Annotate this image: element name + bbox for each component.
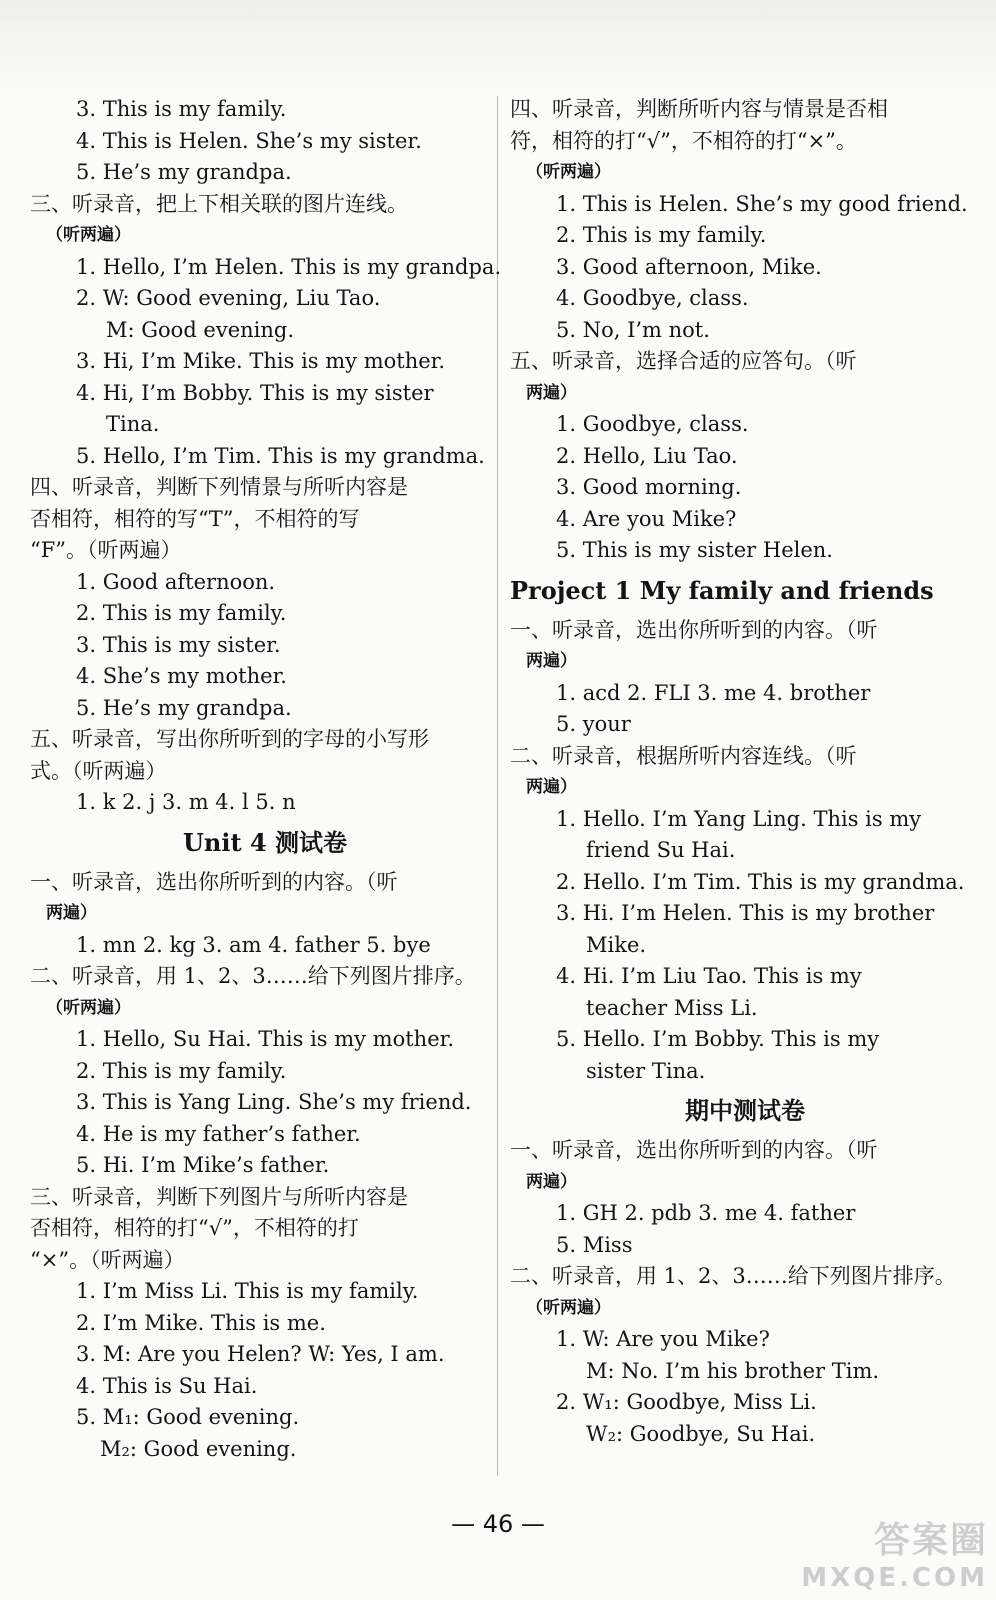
answer-item-continuation: sister Tina.	[586, 1058, 706, 1083]
answer-item-continuation: teacher Miss Li.	[586, 995, 758, 1020]
answer-item: 1. k 2. j 3. m 4. l 5. n	[76, 790, 296, 814]
answer-item: 5. Hello. I’m Bobby. This is my	[556, 1027, 880, 1051]
answer-item: 4. Goodbye, class.	[556, 286, 749, 310]
test-title: Unit 4 测试卷	[183, 827, 347, 857]
section-heading: 四、听录音，判断下列情景与所听内容是	[30, 475, 408, 499]
answer-item: 1. mn 2. kg 3. am 4. father 5. bye	[76, 932, 431, 957]
answer-item: 5. your	[556, 712, 631, 736]
answer-item: 1. Good afternoon.	[76, 569, 276, 594]
watermark-logo	[788, 1512, 988, 1592]
section-heading: “F”。（听两遍）	[30, 538, 182, 562]
answer-item: 4. This is Su Hai.	[76, 1373, 258, 1398]
watermark-top: 答案圈	[873, 1520, 988, 1561]
section-note: （听两遍）	[526, 1297, 611, 1318]
answer-item: 2. I’m Mike. This is me.	[76, 1310, 326, 1335]
section-heading: 符，相符的打“√”，不相符的打“×”。	[510, 128, 857, 153]
scan-shading	[0, 0, 996, 90]
section-heading: 二、听录音，用 1、2、3……给下列图片排序。	[510, 1264, 956, 1288]
section-heading: 一、听录音，选出你所听到的内容。（听	[510, 617, 878, 642]
section-heading: 一、听录音，选出你所听到的内容。（听	[30, 869, 398, 894]
answer-item: 4. Hi. I’m Liu Tao. This is my	[556, 964, 862, 988]
answer-item: 3. This is my family.	[76, 97, 287, 121]
answer-item: 1. This is Helen. She’s my good friend.	[556, 191, 968, 216]
section-heading: 否相符，相符的写“T”，不相符的写	[30, 506, 360, 531]
section-heading: 四、听录音，判断所听内容与情景是否相	[510, 97, 888, 121]
section-note: 两遍）	[46, 903, 97, 923]
answer-item: 1. GH 2. pdb 3. me 4. father	[556, 1201, 856, 1225]
answer-item: 1. acd 2. FLI 3. me 4. brother	[556, 680, 871, 705]
section-heading: 三、听录音，判断下列图片与所听内容是	[30, 1184, 408, 1209]
answer-item: 1. I’m Miss Li. This is my family.	[76, 1279, 419, 1303]
answer-item: 4. Hi, I’m Bobby. This is my sister	[76, 380, 434, 405]
answer-item: 2. W: Good evening, Liu Tao.	[76, 286, 381, 310]
section-note: 两遍）	[526, 382, 577, 403]
answer-item: 1. Hello, I’m Helen. This is my grandpa.	[76, 254, 502, 279]
left-column	[30, 94, 500, 1465]
answer-item: 3. Good morning.	[556, 475, 742, 499]
answer-item: 2. This is my family.	[76, 601, 287, 625]
answer-item-continuation: Tina.	[106, 412, 160, 436]
section-heading: 五、听录音，写出你所听到的字母的小写形	[30, 727, 429, 751]
section-heading: “×”。（听两遍）	[30, 1247, 185, 1272]
answer-item: 1. Hello. I’m Yang Ling. This is my	[556, 806, 922, 831]
answer-item-continuation: M: Good evening.	[106, 317, 295, 342]
answer-item: 3. M: Are you Helen? W: Yes, I am.	[76, 1342, 445, 1366]
section-note: （听两遍）	[46, 225, 131, 245]
answer-item-continuation: Mike.	[586, 932, 647, 957]
answer-item: 5. Hello, I’m Tim. This is my grandma.	[76, 443, 485, 468]
answer-item: 3. Good afternoon, Mike.	[556, 254, 822, 279]
right-column	[510, 94, 980, 1450]
answer-item: 1. W: Are you Mike?	[556, 1327, 770, 1351]
section-heading: 五、听录音，选择合适的应答句。（听	[510, 349, 857, 373]
section-note: 两遍）	[526, 651, 577, 671]
page-number: — 46 —	[451, 1510, 545, 1538]
answer-item: 5. He’s my grandpa.	[76, 695, 292, 720]
answer-item: 1. Goodbye, class.	[556, 412, 749, 436]
answer-item: 5. Hi. I’m Mike’s father.	[76, 1153, 330, 1177]
answer-item-continuation: friend Su Hai.	[586, 838, 736, 862]
section-heading: 二、听录音，用 1、2、3……给下列图片排序。	[30, 964, 476, 988]
answer-item-continuation: M₂: Good evening.	[100, 1436, 297, 1461]
answer-item: 2. W₁: Goodbye, Miss Li.	[556, 1390, 817, 1414]
test-title: 期中测试卷	[685, 1096, 805, 1125]
answer-item: 2. This is my family.	[76, 1058, 287, 1083]
answer-item: 3. Hi, I’m Mike. This is my mother.	[76, 349, 446, 373]
answer-item: 3. Hi. I’m Helen. This is my brother	[556, 901, 935, 925]
answer-item: 2. Hello. I’m Tim. This is my grandma.	[556, 869, 965, 894]
answer-item: 5. This is my sister Helen.	[556, 538, 833, 562]
answer-item: 5. No, I’m not.	[556, 317, 710, 342]
section-heading: 一、听录音，选出你所听到的内容。（听	[510, 1138, 878, 1162]
answer-item: 3. This is my sister.	[76, 632, 281, 657]
test-title: Project 1 My family and friends	[510, 575, 934, 605]
section-heading: 二、听录音，根据所听内容连线。（听	[510, 743, 857, 768]
section-note: 两遍）	[526, 1171, 577, 1192]
answer-item: 2. Hello, Liu Tao.	[556, 443, 738, 468]
answer-item: 5. Miss	[556, 1232, 633, 1257]
section-note: （听两遍）	[526, 162, 611, 182]
answer-item: 4. He is my father’s father.	[76, 1121, 361, 1146]
section-note: （听两遍）	[46, 997, 131, 1018]
section-note: 两遍）	[526, 777, 577, 797]
answer-item-continuation: W₂: Goodbye, Su Hai.	[586, 1421, 816, 1446]
answer-item: 4. This is Helen. She’s my sister.	[76, 128, 422, 153]
answer-item: 1. Hello, Su Hai. This is my mother.	[76, 1027, 455, 1051]
answer-item: 2. This is my family.	[556, 223, 767, 247]
section-heading: 否相符，相符的打“√”，不相符的打	[30, 1216, 359, 1240]
answer-item: 5. He’s my grandpa.	[76, 160, 292, 184]
answer-item: 3. This is Yang Ling. She’s my friend.	[76, 1090, 472, 1114]
answer-item: 5. M₁: Good evening.	[76, 1405, 300, 1429]
section-heading: 式。（听两遍）	[30, 758, 167, 783]
answer-item-continuation: M: No. I’m his brother Tim.	[586, 1358, 880, 1383]
answer-item: 4. Are you Mike?	[556, 506, 737, 531]
section-heading: 三、听录音，把上下相关联的图片连线。	[30, 191, 408, 216]
watermark-bottom: MXQE.COM	[801, 1563, 988, 1593]
answer-item: 4. She’s my mother.	[76, 664, 287, 688]
